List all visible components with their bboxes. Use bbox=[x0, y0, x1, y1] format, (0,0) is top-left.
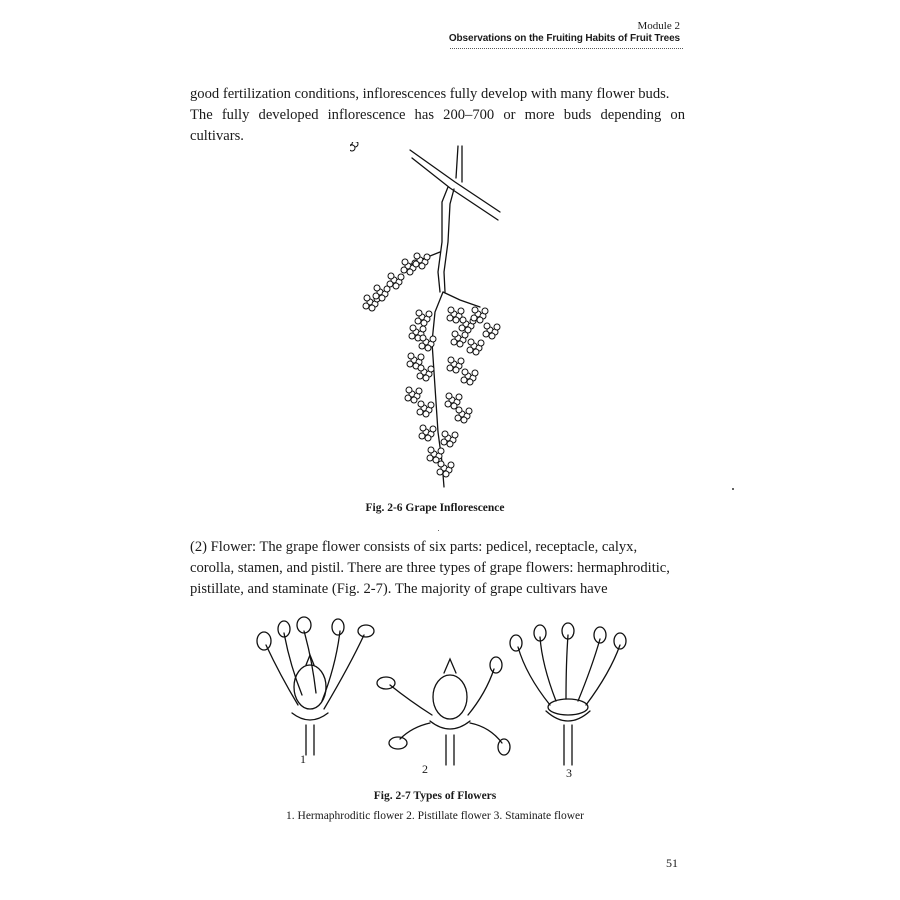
hermaphroditic-flower-drawing bbox=[257, 617, 374, 755]
running-header-title: Observations on the Fruiting Habits of Fruit Trees bbox=[448, 33, 680, 44]
flower-label-1: 1 bbox=[300, 752, 306, 766]
paragraph-2-line: pistillate, and staminate (Fig. 2-7). The majority of grape cultivars have bbox=[190, 581, 608, 597]
running-header-module: Module 2 bbox=[637, 20, 680, 32]
scan-speck bbox=[438, 530, 439, 531]
header-rule bbox=[450, 48, 683, 49]
paragraph-1 bbox=[190, 84, 685, 147]
staminate-flower-drawing bbox=[510, 623, 626, 765]
scan-speck bbox=[732, 488, 734, 490]
paragraph-1-line: The fully developed inflorescence has 200–700 or more buds depending on cultivars. bbox=[190, 107, 685, 144]
flower-label-3: 3 bbox=[566, 766, 572, 780]
paragraph-2 bbox=[190, 537, 685, 600]
figure-2-7-caption: Fig. 2-7 Types of Flowers bbox=[373, 790, 497, 802]
page-number: 51 bbox=[666, 856, 678, 870]
paragraph-2-line: (2) Flower: The grape flower consists of six parts: pedicel, receptacle, calyx, bbox=[190, 539, 638, 555]
flower-label-2: 2 bbox=[422, 762, 428, 776]
paragraph-1-line: good fertilization conditions, inflorescences fully develop with many flower buds. bbox=[190, 86, 670, 102]
figure-2-6-caption: Fig. 2-6 Grape Inflorescence bbox=[365, 502, 505, 514]
figure-2-7-legend: 1. Hermaphroditic flower 2. Pistillate flower 3. Staminate flower bbox=[286, 810, 584, 822]
pistillate-flower-drawing bbox=[377, 657, 510, 765]
paragraph-2-line: corolla, stamen, and pistil. There are three types of grape flowers: hermaphroditic, bbox=[190, 560, 670, 576]
flower-types-illustration bbox=[240, 615, 640, 795]
grape-inflorescence-illustration bbox=[350, 142, 510, 492]
